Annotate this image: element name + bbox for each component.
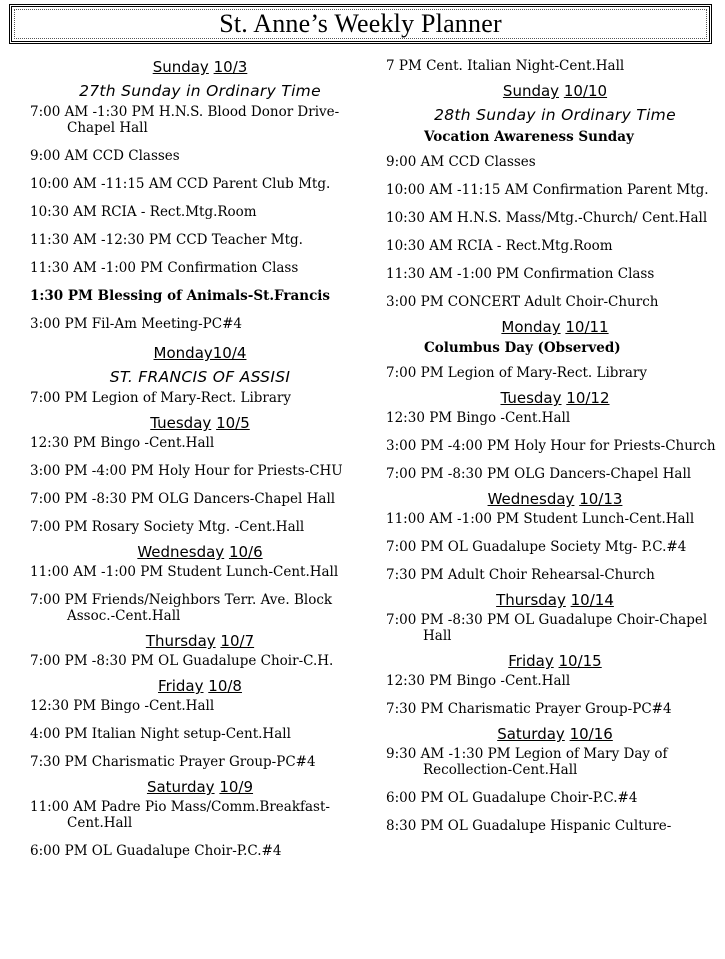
event-item: 9:00 AM CCD Classes — [30, 148, 180, 164]
day-name: Sunday — [502, 82, 560, 100]
event-item: 6:00 PM OL Guadalupe Choir-P.C.#4 — [30, 843, 282, 859]
event-item: 11:00 AM -1:00 PM Student Lunch-Cent.Hall — [386, 511, 695, 527]
day-name: Wednesday — [487, 490, 575, 508]
event-item: 12:30 PM Bingo -Cent.Hall — [386, 410, 571, 426]
event-item: 11:00 AM -1:00 PM Student Lunch-Cent.Hall — [30, 564, 339, 580]
event-item: 10:00 AM -11:15 AM CCD Parent Club Mtg. — [30, 176, 331, 192]
event-item: 11:30 AM -12:30 PM CCD Teacher Mtg. — [30, 232, 303, 248]
day-name: Saturday — [146, 778, 215, 796]
title-banner — [9, 4, 712, 44]
event-item: 11:30 AM -1:00 PM Confirmation Class — [386, 266, 655, 282]
day-heading — [386, 591, 724, 609]
event-item: 10:30 AM RCIA - Rect.Mtg.Room — [30, 204, 257, 220]
day-heading — [386, 490, 724, 508]
event-item: 7:30 PM Charismatic Prayer Group-PC#4 — [386, 701, 672, 717]
day-name: Monday10/4 — [153, 344, 247, 362]
event-item: 6:00 PM OL Guadalupe Choir-P.C.#4 — [386, 790, 638, 806]
event-item: 7:30 PM Adult Choir Rehearsal-Church — [386, 567, 655, 583]
day-date: 10/12 — [566, 389, 610, 407]
event-item: 7:00 PM -8:30 PM OL Guadalupe Choir-C.H. — [30, 653, 334, 669]
event-item: 7:30 PM Charismatic Prayer Group-PC#4 — [30, 754, 316, 770]
event-item: 10:30 AM H.N.S. Mass/Mtg.-Church/ Cent.Hall — [386, 210, 708, 226]
day-heading — [386, 389, 724, 407]
event-item: 10:00 AM -11:15 AM Confirmation Parent Mtg. — [386, 182, 709, 198]
liturgical-day: ST. FRANCIS OF ASSISI — [109, 368, 291, 386]
day-heading — [386, 725, 724, 743]
day-date: 10/8 — [208, 677, 242, 695]
event-item: 3:00 PM CONCERT Adult Choir-Church — [386, 294, 659, 310]
event-item: 3:00 PM -4:00 PM Holy Hour for Priests-Church — [386, 438, 716, 454]
day-date: 10/11 — [565, 318, 609, 336]
event-item: 7:00 PM OL Guadalupe Society Mtg- P.C.#4 — [386, 539, 687, 555]
day-name: Monday — [501, 318, 561, 336]
observance-label: Vocation Awareness Sunday — [424, 129, 634, 145]
day-name: Friday — [508, 652, 554, 670]
day-date: 10/10 — [563, 82, 608, 100]
event-item: 11:00 AM Padre Pio Mass/Comm.Breakfast-Cent.Hall — [30, 799, 330, 831]
day-date: 10/3 — [213, 58, 248, 76]
day-date: 10/13 — [579, 490, 623, 508]
event-item: 12:30 PM Bingo -Cent.Hall — [30, 435, 215, 451]
day-heading — [386, 318, 724, 336]
day-date: 10/14 — [570, 591, 614, 609]
page-title: St. Anne’s Weekly Planner — [219, 9, 502, 38]
day-heading — [30, 677, 370, 695]
liturgical-day: 28th Sunday in Ordinary Time — [434, 106, 676, 124]
event-item: 7:00 PM Friends/Neighbors Terr. Ave. Block Assoc.-Cent.Hall — [30, 592, 333, 624]
day-heading — [30, 414, 370, 432]
day-date: 10/6 — [228, 543, 263, 561]
day-heading — [30, 632, 370, 650]
event-item: 8:30 PM OL Guadalupe Hispanic Culture- — [386, 818, 672, 834]
day-heading — [30, 344, 370, 362]
observance-label: Columbus Day (Observed) — [424, 340, 621, 356]
right-column — [386, 58, 724, 846]
event-item: 3:00 PM -4:00 PM Holy Hour for Priests-CHU — [30, 463, 343, 479]
event-item: 11:30 AM -1:00 PM Confirmation Class — [30, 260, 299, 276]
event-item: 7:00 PM -8:30 PM OLG Dancers-Chapel Hall — [386, 466, 692, 482]
event-item: 3:00 PM Fil-Am Meeting-PC#4 — [30, 316, 242, 332]
day-name: Tuesday — [150, 414, 212, 432]
event-item: 12:30 PM Bingo -Cent.Hall — [30, 698, 215, 714]
event-item: 4:00 PM Italian Night setup-Cent.Hall — [30, 726, 291, 742]
day-name: Thursday — [496, 591, 566, 609]
event-item: 7:00 PM Rosary Society Mtg. -Cent.Hall — [30, 519, 305, 535]
event-item: 1:30 PM Blessing of Animals-St.Francis — [30, 288, 331, 304]
event-item: 9:00 AM CCD Classes — [386, 154, 536, 170]
event-item: 12:30 PM Bingo -Cent.Hall — [386, 673, 571, 689]
day-date: 10/15 — [558, 652, 602, 670]
event-item: 7:00 AM -1:30 PM H.N.S. Blood Donor Drive-Chapel Hall — [30, 104, 340, 136]
day-date: 10/7 — [220, 632, 255, 650]
day-name: Sunday — [152, 58, 209, 76]
day-date: 10/5 — [216, 414, 250, 432]
day-name: Thursday — [145, 632, 216, 650]
event-item: 10:30 AM RCIA - Rect.Mtg.Room — [386, 238, 613, 254]
event-item: 9:30 AM -1:30 PM Legion of Mary Day of Recollection-Cent.Hall — [386, 746, 668, 778]
day-heading — [30, 543, 370, 561]
event-item: 7:00 PM -8:30 PM OL Guadalupe Choir-Chapel Hall — [386, 612, 708, 644]
day-heading — [30, 778, 370, 796]
day-heading — [30, 58, 370, 76]
day-name: Tuesday — [500, 389, 562, 407]
day-heading — [386, 82, 724, 100]
event-item: 7:00 PM Legion of Mary-Rect. Library — [30, 390, 291, 406]
day-name: Saturday — [497, 725, 565, 743]
event-item: 7 PM Cent. Italian Night-Cent.Hall — [386, 58, 625, 74]
liturgical-day: 27th Sunday in Ordinary Time — [79, 82, 321, 100]
left-column — [30, 58, 370, 871]
day-heading — [386, 652, 724, 670]
day-name: Wednesday — [137, 543, 225, 561]
event-item: 7:00 PM -8:30 PM OLG Dancers-Chapel Hall — [30, 491, 336, 507]
event-item: 7:00 PM Legion of Mary-Rect. Library — [386, 365, 647, 381]
day-date: 10/9 — [219, 778, 254, 796]
day-name: Friday — [158, 677, 204, 695]
day-date: 10/16 — [569, 725, 613, 743]
